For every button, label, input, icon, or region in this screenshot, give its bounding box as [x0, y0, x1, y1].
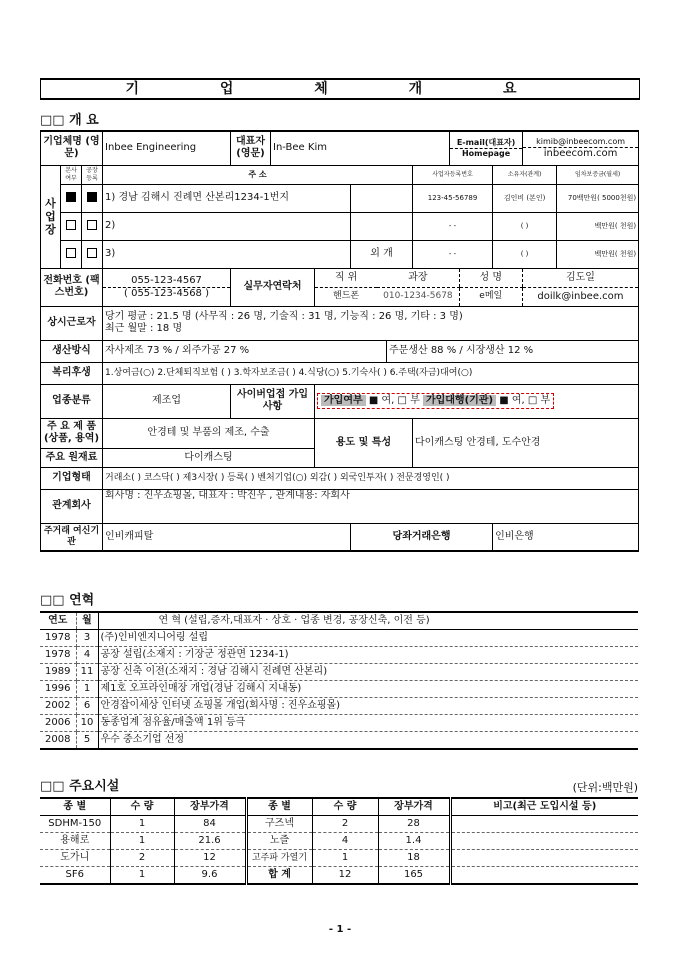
- fac-qty: 1: [312, 850, 378, 867]
- fac-value: 84: [174, 816, 246, 833]
- fac-total-qty: 12: [312, 867, 378, 885]
- history-row: [40, 715, 638, 732]
- fax-value: ( 055-123-4568 ): [124, 287, 209, 299]
- homepage-value[interactable]: inbeecom.com: [543, 147, 618, 159]
- history-month: 6: [76, 698, 98, 715]
- fac-value: 9.6: [174, 867, 246, 885]
- assoc-values: [315, 384, 639, 418]
- liaison-label: 실무자연락처: [231, 268, 315, 306]
- site-address: 3): [103, 240, 351, 268]
- representative-value: In-Bee Kim: [271, 131, 450, 165]
- fac-value: 1.4: [378, 833, 450, 850]
- history-year: 1978: [40, 647, 76, 664]
- site-owned-checkbox[interactable]: [61, 212, 82, 240]
- fac-qty: 4: [312, 833, 378, 850]
- fac-note: [450, 850, 638, 867]
- site-extra: 외 개: [351, 240, 413, 268]
- history-month: 1: [76, 681, 98, 698]
- history-row: [40, 647, 638, 664]
- fac-note: [450, 816, 638, 833]
- site-owned-header: 본사 여부: [61, 165, 82, 184]
- vc-label: 주거래 여신기관: [41, 523, 103, 551]
- site-owner-header: 소유자(관계): [493, 165, 557, 184]
- liaison-position-label: 직 위: [315, 269, 377, 288]
- site-address-header: 주 소: [103, 165, 413, 184]
- workers-average: 당기 평균 : 21.5 명 (사무직 : 26 명, 기술직 : 31 명, 기능직 : 26 명, 기타 : 3 명): [105, 311, 463, 322]
- fac-qty: 1: [110, 833, 174, 850]
- history-year: 1996: [40, 681, 76, 698]
- fac-value-header: 장부가격: [378, 798, 450, 816]
- history-year: 2006: [40, 715, 76, 732]
- site-factory-checkbox[interactable]: [82, 240, 103, 268]
- liaison-name-value: 김도일: [522, 269, 638, 288]
- fac-value: 12: [174, 850, 246, 867]
- liaison-email-label: e메일: [459, 287, 522, 306]
- history-year: 2002: [40, 698, 76, 715]
- section-overview-heading: □□ 개 요: [40, 113, 99, 128]
- related-value: 회사명 : 진우쇼핑몰, 대표자 : 박진우 , 관계내용: 자회사: [103, 489, 639, 523]
- use-value: 다이캐스팅 안경테, 도수안경: [413, 418, 639, 467]
- site-bizno: - -: [413, 212, 493, 240]
- assoc-box: [317, 393, 554, 409]
- industry-label: 업종분류: [41, 384, 103, 418]
- company-name-label: 기업체명 (영 문): [41, 131, 103, 165]
- email-value[interactable]: kimib@inbeecom.com: [523, 137, 638, 148]
- history-event: 우수 중소기업 선정: [98, 732, 638, 750]
- history-year: 1978: [40, 630, 76, 647]
- liaison-mobile-label: 핸드폰: [333, 291, 360, 302]
- history-row: [40, 698, 638, 715]
- site-rent: 백만원( 천원): [557, 212, 639, 240]
- history-event: 동종업계 점유율/매출액 1위 등극: [98, 715, 638, 732]
- fac-note-header: 비고(최근 도입시설 등): [450, 798, 638, 816]
- org-label: 가입대행(기관): [423, 395, 496, 406]
- history-month: 3: [76, 630, 98, 647]
- production-label: 생산방식: [41, 340, 103, 362]
- site-factory-checkbox[interactable]: [82, 184, 103, 212]
- liaison-email-value[interactable]: doilk@inbee.com: [522, 287, 638, 306]
- site-row: [41, 240, 639, 268]
- production-order: 주문생산 88 % / 시장생산 12 %: [387, 340, 639, 362]
- site-bizno: 123-45-56789: [413, 184, 493, 212]
- history-event: 제1호 오프라인매장 개업(경남 김해시 지내동): [98, 681, 638, 698]
- fac-type: 도가니: [40, 850, 110, 867]
- history-row: [40, 681, 638, 698]
- production-own: 자사제조 73 % / 외주가공 27 %: [103, 340, 387, 362]
- site-owner: 김인비 (본인): [493, 184, 557, 212]
- form-value: 거래소( ) 코스닥( ) 제3시장( ) 등록( ) 벤처기업(○) 외감( ) 외국인투자( ) 전문경영인( ): [103, 467, 639, 489]
- company-name-value: Inbee Engineering: [103, 131, 231, 165]
- site-owner: ( ): [493, 212, 557, 240]
- history-event-header: 연 혁 (설립,증자,대표자 · 상호 · 업종 변경, 공장신축, 이전 등): [98, 612, 638, 630]
- join-label: 가입여부: [321, 395, 366, 406]
- site-extra: [351, 212, 413, 240]
- workers-label: 상시근로자: [41, 306, 103, 340]
- site-address: 2): [103, 212, 351, 240]
- fac-type: 구즈넥: [246, 816, 312, 833]
- facilities-table: [40, 797, 638, 885]
- company-overview-table: [40, 130, 639, 552]
- workers-values: [103, 306, 639, 340]
- history-year-header: 연도: [40, 612, 76, 630]
- section-facilities-heading: □□ 주요시설: [40, 779, 120, 794]
- bank-label: 당좌거래은행: [351, 523, 493, 551]
- liaison-name-label: 성 명: [459, 269, 522, 288]
- section-history-heading: □□ 연혁: [40, 593, 95, 608]
- site-rent-header: 임차보증금(월세): [557, 165, 639, 184]
- site-owner: ( ): [493, 240, 557, 268]
- history-row: [40, 664, 638, 681]
- liaison-grid: [315, 269, 638, 306]
- facility-row: [40, 833, 638, 850]
- fac-note: [450, 867, 638, 885]
- fac-qty-header: 수 량: [312, 798, 378, 816]
- phone-value: 055-123-4567: [103, 275, 230, 288]
- phone-values: [103, 268, 231, 306]
- history-year: 1989: [40, 664, 76, 681]
- fac-value: 28: [378, 816, 450, 833]
- history-month-header: 월: [76, 612, 98, 630]
- site-factory-checkbox[interactable]: [82, 212, 103, 240]
- document-title: 기 업 체 개 요: [40, 78, 640, 100]
- products-label: 주 요 제 품 (상품, 용역): [41, 418, 103, 448]
- fac-type: 노즐: [246, 833, 312, 850]
- liaison-mobile-value: 010-1234-5678: [383, 291, 453, 302]
- representative-label: 대표자 (영문): [231, 131, 271, 165]
- fac-value: 18: [378, 850, 450, 867]
- fac-qty-header: 수 량: [110, 798, 174, 816]
- material-label: 주요 원재료: [41, 448, 103, 467]
- site-extra: [351, 184, 413, 212]
- welfare-value: 1.상여금(○) 2.단체퇴직보험 ( ) 3.학자보조금( ) 4.식당(○) 5.기숙사( ) 6.주택(자금)대여(○): [103, 362, 639, 384]
- vc-value: 인비캐피탈: [103, 523, 351, 551]
- assoc-label: 사이버업접 가입사항: [231, 384, 315, 418]
- site-rent: 백만원( 천원): [557, 240, 639, 268]
- fac-qty: 1: [110, 867, 174, 885]
- fac-qty: 2: [312, 816, 378, 833]
- liaison-details: [315, 268, 639, 306]
- fac-type-header: 종 별: [246, 798, 312, 816]
- site-owned-checkbox[interactable]: [61, 184, 82, 212]
- fac-note: [450, 833, 638, 850]
- related-label: 관계회사: [41, 489, 103, 523]
- products-value: 안경테 및 부품의 제조, 수출: [103, 418, 315, 448]
- fac-type: 고주파 가열기: [246, 850, 312, 867]
- phone-label: 전화번호 (팩스번호): [41, 268, 103, 306]
- site-row: [41, 212, 639, 240]
- facilities-unit: (단위:백만원): [572, 781, 638, 794]
- site-label: 사업장: [41, 165, 61, 268]
- fac-value: 21.6: [174, 833, 246, 850]
- fac-qty: 1: [110, 816, 174, 833]
- fac-type: 용해로: [40, 833, 110, 850]
- history-event: 안경잡이세상 인터넷 쇼핑몰 개업(회사명 : 진우쇼핑몰): [98, 698, 638, 715]
- form-label: 기업형태: [41, 467, 103, 489]
- email-label: E-mail(대표자): [450, 138, 522, 149]
- fac-type: SDHM-150: [40, 816, 110, 833]
- site-bizno: - -: [413, 240, 493, 268]
- bank-value: 인비은행: [493, 523, 639, 551]
- welfare-label: 복리후생: [41, 362, 103, 384]
- fac-total-label: 합 계: [246, 867, 312, 885]
- history-year: 2008: [40, 732, 76, 750]
- contact-values: [523, 131, 639, 165]
- fac-value-header: 장부가격: [174, 798, 246, 816]
- facility-row: [40, 850, 638, 867]
- workers-recent: 최근 월말 : 18 명: [105, 323, 183, 334]
- homepage-label: Homepage: [461, 148, 511, 158]
- history-row: [40, 732, 638, 750]
- material-value: 다이캐스팅: [103, 448, 315, 467]
- facility-row: [40, 816, 638, 833]
- liaison-position-value: 과장: [377, 269, 459, 288]
- site-owned-checkbox[interactable]: [61, 240, 82, 268]
- site-rent: 70백만원( 5000천원): [557, 184, 639, 212]
- history-event: 공장 설립(소재지 : 기장군 정관면 1234-1): [98, 647, 638, 664]
- contact-labels: [450, 131, 523, 165]
- history-table: [40, 611, 638, 750]
- fac-total-value: 165: [378, 867, 450, 885]
- history-month: 5: [76, 732, 98, 750]
- history-row: [40, 630, 638, 647]
- history-event: (주)인비엔지니어링 설립: [98, 630, 638, 647]
- fac-qty: 2: [110, 850, 174, 867]
- facility-row: [40, 867, 638, 885]
- industry-value: 제조업: [103, 384, 231, 418]
- join-value[interactable]: ■ 여, □ 부: [368, 395, 420, 406]
- site-bizno-header: 사업자등록번호: [413, 165, 493, 184]
- site-factory-header: 공장 등록: [82, 165, 103, 184]
- history-month: 4: [76, 647, 98, 664]
- history-month: 10: [76, 715, 98, 732]
- history-event: 공장 신축 이전(소재지 : 경남 김해시 진례면 산본리): [98, 664, 638, 681]
- page-number: - 1 -: [328, 924, 352, 935]
- site-address: 1) 경남 김해시 진례면 산본리1234-1번지: [103, 184, 351, 212]
- fac-type: SF6: [40, 867, 110, 885]
- use-label: 용도 및 특성: [315, 418, 413, 467]
- fac-type-header: 종 별: [40, 798, 110, 816]
- history-month: 11: [76, 664, 98, 681]
- site-row: [41, 184, 639, 212]
- org-value[interactable]: ■ 여, □ 부: [499, 395, 551, 406]
